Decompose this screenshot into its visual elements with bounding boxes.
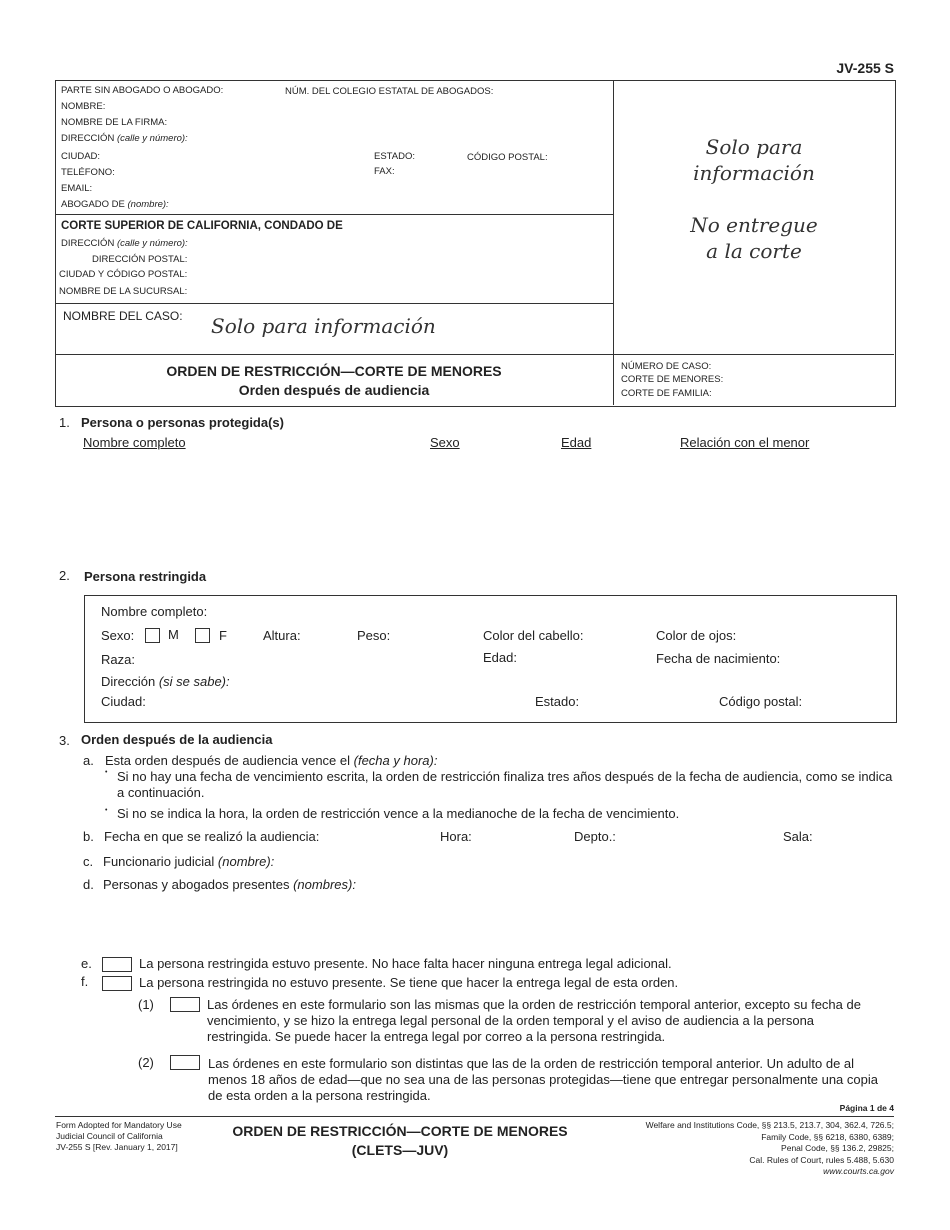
section-1-number: 1. [59, 415, 70, 430]
footer-title-line-2: (CLETS—JUV) [351, 1142, 449, 1158]
divider-case-title [55, 354, 894, 355]
persons-present-hint: (nombres): [293, 877, 356, 892]
sex-m-checkbox[interactable] [145, 628, 160, 643]
city-zip-label: CIUDAD Y CÓDIGO POSTAL: [59, 269, 188, 280]
attorney-label: PARTE SIN ABOGADO O ABOGADO: [61, 85, 224, 96]
phone-label: TELÉFONO: [61, 167, 115, 178]
city-label: CIUDAD: [61, 151, 101, 162]
bullet-2-text: Si no se indica la hora, la orden de restricción vence a la medianoche de la fecha de vencimiento. [117, 806, 680, 821]
restrained-address-label [101, 674, 230, 689]
restrained-sex-label: Sexo: [101, 628, 135, 643]
case-name-label: NOMBRE DEL CASO: [63, 309, 183, 323]
mailing-address-label: DIRECCIÓN POSTAL: [92, 254, 188, 265]
hair-color-label: Color del cabello: [483, 628, 584, 643]
col-age: Edad [561, 435, 592, 450]
attorney-for-text: ABOGADO DE [61, 199, 125, 210]
zip-label: CÓDIGO POSTAL: [467, 152, 548, 163]
section-1-title: Persona o personas protegida(s) [81, 415, 284, 430]
divider-court-case [55, 303, 613, 304]
weight-label: Peso: [357, 628, 391, 643]
judicial-officer-hint: (nombre): [217, 854, 275, 869]
item-f2-text: Las órdenes en este formulario son distintas que las de la orden de restricción temporal anterior. Un adulto de al menos 18 años de edad—que no sea una de las personas protegidas—tiene que entregar personalmente una copia de esta orden a la persona restringida. [208, 1056, 878, 1103]
divider-attorney-court [55, 214, 613, 215]
section-2-number: 2. [59, 568, 70, 583]
form-adopted-block [56, 1120, 182, 1153]
fax-label: FAX: [374, 166, 395, 177]
item-c-letter: c. [83, 854, 94, 869]
form-subtitle: Orden después de audiencia [238, 382, 430, 398]
hearing-room-label: Sala: [783, 829, 813, 844]
restrained-state-label: Estado: [535, 694, 580, 709]
bar-number-label: NÚM. DEL COLEGIO ESTATAL DE ABOGADOS: [285, 86, 494, 97]
item-d-letter: d. [83, 877, 94, 892]
address-label-text: DIRECCIÓN [61, 133, 115, 144]
item-b-letter: b. [83, 829, 94, 844]
item-a-letter: a. [83, 753, 94, 768]
hearing-date-label: Fecha en que se realizó la audiencia: [104, 829, 320, 844]
stamp-line-4: a la corte [706, 239, 802, 263]
hearing-time-label: Hora: [440, 829, 472, 844]
eye-color-label: Color de ojos: [656, 628, 737, 643]
form-id: JV-255 S [836, 60, 894, 76]
restrained-zip-label: Código postal: [719, 694, 803, 709]
age-label: Edad: [483, 650, 517, 665]
footer-title-line-1: ORDEN DE RESTRICCIÓN—CORTE DE MENORES [232, 1123, 568, 1139]
court-address-text: DIRECCIÓN [61, 238, 115, 249]
item-f1-number: (1) [138, 997, 154, 1012]
judicial-officer-text: Funcionario judicial [103, 854, 215, 869]
bullet-1-text: Si no hay una fecha de vencimiento escrita, la orden de restricción finaliza tres años después de la fecha de audiencia, como se indica a continuación. [117, 769, 893, 800]
col-full-name: Nombre completo [83, 435, 186, 450]
item-e-letter: e. [81, 956, 92, 971]
code-line-3: Penal Code, §§ 136.2, 29825; [781, 1143, 894, 1153]
sex-f-checkbox[interactable] [195, 628, 210, 643]
adopted-line-2: Judicial Council of California [56, 1131, 163, 1141]
court-title: CORTE SUPERIOR DE CALIFORNIA, CONDADO DE [61, 220, 343, 232]
email-label: EMAIL: [61, 183, 93, 194]
bullet-1-dot: • [105, 769, 108, 776]
address-label [61, 133, 188, 144]
item-f1-text: Las órdenes en este formulario son las mismas que la orden de restricción temporal anterior, excepto su fecha de vencimiento, y se hizo la entrega legal personal de la orden temporal y el aviso de audiencia a la persona restringida. Se puede hacer la entrega legal por correo a la persona restringida. [207, 997, 861, 1044]
stamp-info [614, 134, 894, 264]
sex-m-label: M [168, 627, 179, 642]
court-address-label [61, 238, 188, 249]
page-number: Página 1 de 4 [839, 1103, 894, 1113]
stamp-line-1: Solo para [705, 135, 803, 159]
address-hint: (calle y número): [116, 133, 188, 144]
stamp-line-3: No entregue [690, 213, 818, 237]
item-e-text: La persona restringida estuvo presente. No hace falta hacer ninguna entrega legal adicional. [139, 956, 672, 971]
footer-rule [55, 1116, 894, 1117]
branch-label: NOMBRE DE LA SUCURSAL: [59, 286, 188, 297]
state-label: ESTADO: [374, 151, 415, 162]
restrained-city-label: Ciudad: [101, 694, 146, 709]
race-label: Raza: [101, 652, 135, 667]
family-court-label: CORTE DE FAMILIA: [621, 388, 712, 399]
restrained-full-name-label: Nombre completo: [101, 604, 208, 619]
col-sex: Sexo [430, 435, 460, 450]
sex-f-label: F [219, 628, 227, 643]
code-line-2: Family Code, §§ 6218, 6380, 6389; [761, 1131, 894, 1142]
case-number-label: NÚMERO DE CASO: [621, 361, 712, 372]
persons-present-text: Personas y abogados presentes [103, 877, 290, 892]
code-line-1: Welfare and Institutions Code, §§ 213.5, 213.7, 304, 362.4, 726.5; [645, 1120, 894, 1130]
restrained-address-hint: (si se sabe): [158, 674, 230, 689]
courts-website-link[interactable]: www.courts.ca.gov [823, 1166, 894, 1176]
name-label: NOMBRE: [61, 101, 106, 112]
footer-title [200, 1122, 600, 1160]
item-a-hint: (fecha y hora): [353, 753, 438, 768]
form-title: ORDEN DE RESTRICCIÓN—CORTE DE MENORES [166, 363, 502, 379]
attorney-for-label [61, 199, 169, 210]
item-f2-checkbox[interactable] [170, 1055, 200, 1070]
section-3-number: 3. [59, 733, 70, 748]
judicial-officer-label [103, 854, 274, 869]
item-e-checkbox[interactable] [102, 957, 132, 972]
section-2-title: Persona restringida [84, 569, 207, 584]
juvenile-court-label: CORTE DE MENORES: [621, 374, 724, 385]
item-f2-number: (2) [138, 1055, 154, 1070]
case-name-value: Solo para información [211, 314, 436, 338]
code-citations [646, 1120, 894, 1178]
restrained-address-text: Dirección [101, 674, 156, 689]
item-f-text: La persona restringida no estuvo presente. Se tiene que hacer la entrega legal de esta orden. [139, 975, 679, 990]
item-f1-checkbox[interactable] [170, 997, 200, 1012]
code-line-4: Cal. Rules of Court, rules 5.488, 5.630 [749, 1154, 894, 1165]
item-a-main: Esta orden después de audiencia vence el [105, 753, 351, 768]
adopted-line-3: JV-255 S [Rev. January 1, 2017] [56, 1142, 178, 1152]
item-a-text [105, 753, 437, 768]
bullet-2-dot: • [105, 807, 108, 814]
col-relation: Relación con el menor [680, 435, 810, 450]
attorney-for-hint: (nombre): [127, 199, 169, 210]
court-address-hint: (calle y número): [116, 238, 188, 249]
adopted-line-1: Form Adopted for Mandatory Use [56, 1120, 182, 1130]
firm-label: NOMBRE DE LA FIRMA: [61, 117, 168, 128]
item-f-checkbox[interactable] [102, 976, 132, 991]
item-f-letter: f. [81, 974, 89, 989]
stamp-line-2: información [693, 161, 815, 185]
hearing-dept-label: Depto.: [574, 829, 616, 844]
section-3-title: Orden después de la audiencia [81, 732, 273, 747]
persons-present-label [103, 877, 356, 892]
height-label: Altura: [263, 628, 301, 643]
dob-label: Fecha de nacimiento: [656, 651, 781, 666]
